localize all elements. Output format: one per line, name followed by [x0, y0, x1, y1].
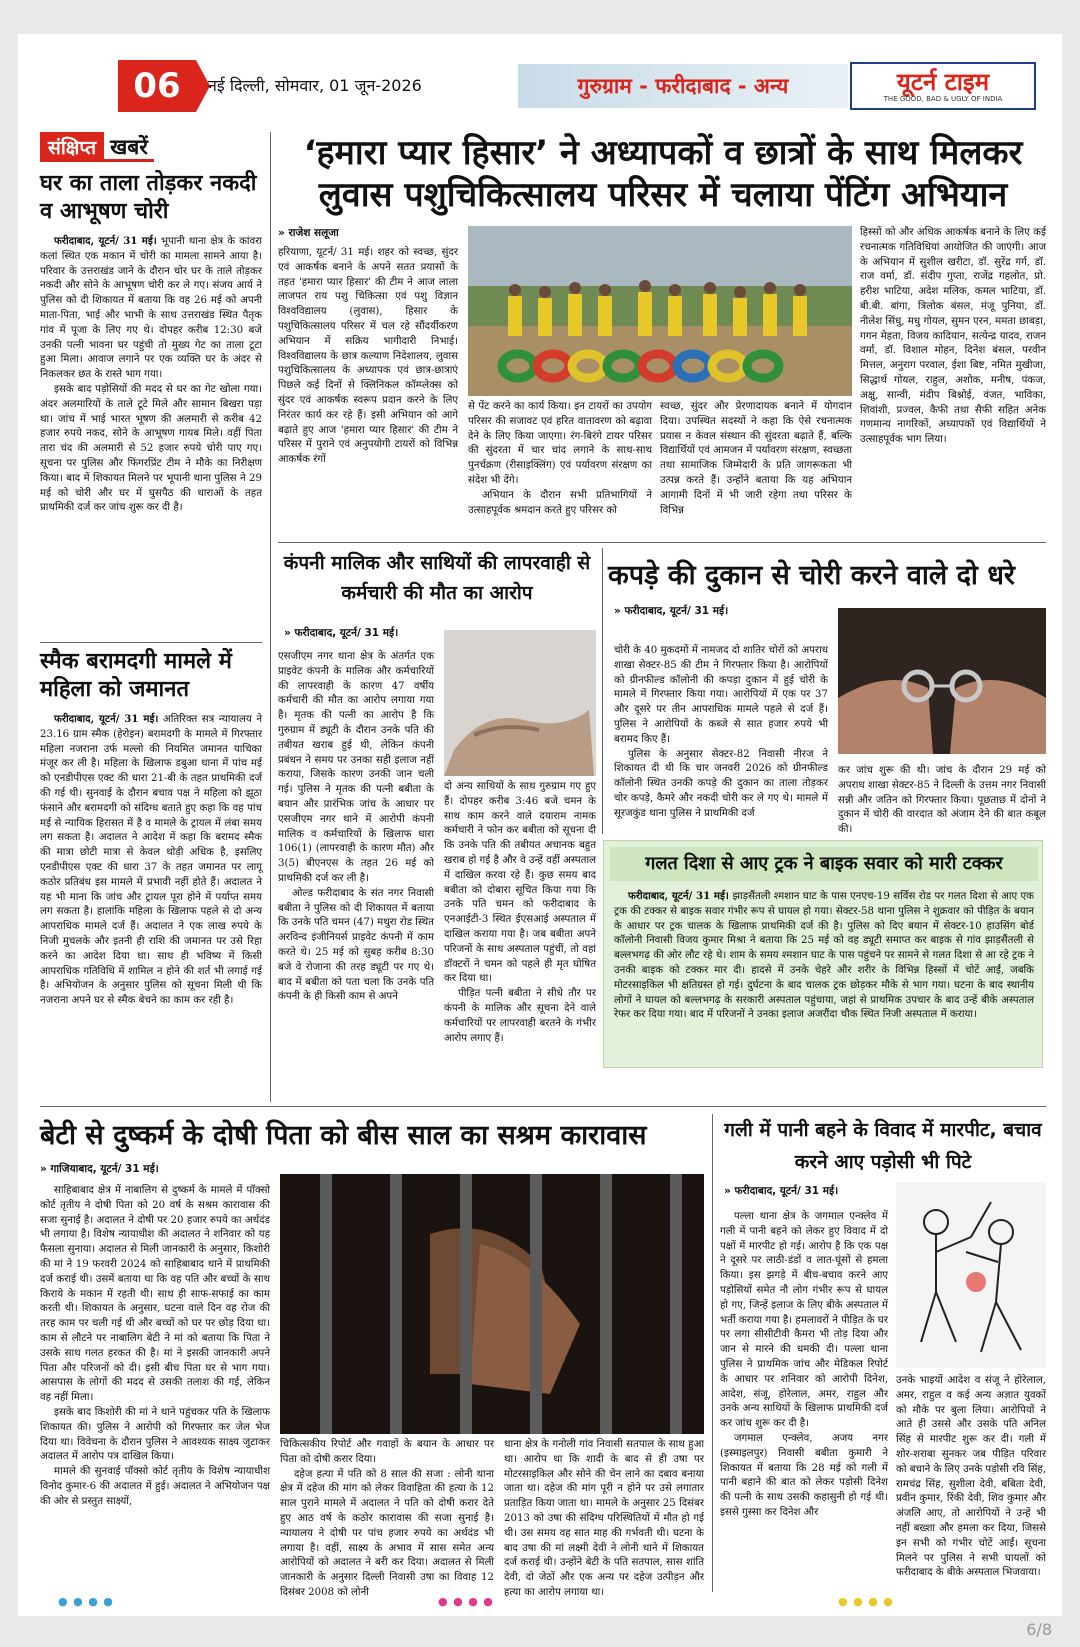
body-text: पल्ला थाना क्षेत्र के जगमाल एन्क्लेव में गली में पानी बहने को लेकर हुए विवाद में दो पक्षों में मारपीट हो गई। आरोप है कि एक पक्ष ने दूसरे पर लाठी-डंडों व लात-घूंसों से हमला किया। इस झगड़े में बीच-बचाव करने आए पड़ोसियों समेत नौ लोग गंभीर रूप से घायल हो गए, जिन्हें इलाज के लिए बीके अस्पताल में भर्ती कराया गया है। हमलावरों ने पीड़ित के घर पर लगा सीसीटीवी कैमरा भी तोड़ दिया और जान से मारने की धमकी दी। पल्ला थाना पुलिस ने प्राथमिक जांच और मेडिकल रिपोर्ट के आधार पर शनिवार को आरोपी दिनेश, आदेश, संजू, होरेलाल, अमर, राहुल और उनके अन्य साथियों के खिलाफ प्राथमिकी दर्ज कर जांच शुरू कर दी है।: [720, 1211, 888, 1430]
column-rule: [712, 1114, 713, 1592]
article-body: [40, 234, 262, 516]
body-text: अतिरिक्त सत्र न्यायालय ने 23.16 ग्राम स्मैक (हेरोइन) बरामदगी के मामले में गिरफ्तार महिला नजराना उर्फ मल्लो की नियमित जमानत याचिका मंजूर कर ली है। महिला के खिलाफ डबुआ थाना में पांच मई को एनडीपीएस एक्ट की धारा 21-बी के तहत प्राथमिकी दर्ज की गई थी। सुनवाई के दौरान बचाव पक्ष ने महिला को झूठा फंसाने और बरामदगी को संदिग्ध बताते हुए कहा कि वह पांच मई से न्यायिक हिरासत में है व मामले के ट्रायल में लंबा समय लग सकता है। अदालत ने आदेश में कहा कि बरामद स्मैक की मात्रा छोटी मात्रा से केवल थोड़ी अधिक है, इसलिए एनडीपीएस एक्ट की धारा 37 के तहत जमानत पर लागू कठोर प्रतिबंध इस मामले में प्रभावी नहीं होते हैं। अदालत ने यह भी माना कि जांच और ट्रायल पूरा होने में पर्याप्त समय लग सकता है। हालांकि महिला के खिलाफ पहले से दो अन्य आपराधिक मामले दर्ज हैं। अदालत ने एक लाख रुपये के निजी मुचलके और इतनी ही राशि की जमानत पर उसे रिहा करने का आदेश दिया था। साथ ही भविष्य में किसी आपराधिक गतिविधि में शामिल न होने की शर्त भी लगाई गई है। अभियोजन के अनुसार पुलिस को सूचना मिली थी कि नजराना अपने घर से स्मैक बेचने का काम कर रही है।: [40, 714, 263, 1007]
body-text: ओल्ड फरीदाबाद के संत नगर निवासी बबीता ने पुलिस को दी शिकायत में बताया कि उनके पति चमन (47) मथुरा रोड स्थित अरविन्द इंजीनियर्स प्राइवेट कंपनी में काम करते थे। 25 मई को सुबह करीब 8:30 बजे वे रोजाना की तरह ड्यूटी पर गए थे। बाद में बबीता को पता चला कि उनके पति कंपनी के ही किसी काम से अपने: [278, 887, 434, 1003]
body-text: हिस्सों को और अधिक आकर्षक बनाने के लिए कई रचनात्मक गतिविधियां आयोजित की जाएंगी। आज के अभियान में सुशील खरीटा, डॉ. सुरेंद्र गर्ग, डॉ. राज वर्मा, डॉ. संदीप गुप्ता, राजेंद्र गहलोत, प्रो. हरीश भाटिया, अदेश मलिक, कमल भाटिया, डॉ. बी.बी. बांगा, त्रिलोक बंसल, मंजू पुनिया, डॉ. नीलेश सिंधु, मधु गोयल, सुमन एरन, ममता छाबड़ा, गगन मेहता, विजय कादियान, सत्येन्द्र यादव, राजन वर्मा, डॉ. विशाल मोहन, दिनेश बंसल, परवीन मित्तल, अनुराग परवाल, ईशा बिष्ट, नमित मुखीजा, सिद्धार्थ गोयल, राहुल, अशोक, मनीष, पंकज, अक्षु, सान्वी, मंदीप बिश्नोई, वंजत, भाविका, शिवांशी, प्रज्वल, कैफी तथा सैफी सहित अनेक गणमान्य नागरिकों, अध्यापकों एवं विद्यार्थियों ने उत्साहपूर्वक भाग लिया।: [860, 227, 1046, 446]
dateline: फरीदाबाद, यूटर्न/ 31 मई।: [628, 890, 729, 902]
print-registration-marks: ● ● ● ●: [58, 1595, 114, 1608]
photo-fight-illustration: [896, 1182, 1046, 1368]
body-text: भूपानी थाना क्षेत्र के कांवरा कलां स्थित एक मकान में चोरी का मामला सामने आया है। परिवार के उत्तराखंड जाने के दौरान चोर घर के ताले तोड़कर नकदी और सोने के आभूषण चोरी कर ले गए। संजय आर्य ने पुलिस को दी शिकायत में बताया कि वह 26 मई को अपनी माता-पिता, भाई और भाभी के साथ उत्तराखंड स्थित पैतृक गांव में पूजा के लिए गए थे। दोपहर करीब 12:30 बजे उनकी पत्नी भावना घर पहुंची तो मुख्य गेट का ताला टूटा हुआ मिला। आवाज लगाने पर एक व्यक्ति घर के अंदर से निकलकर छत के रास्ते भाग गया।: [40, 236, 263, 381]
body-text-wrap: [40, 1465, 270, 1509]
body-text: जगमाल एन्क्लेव, अजय नगर (इस्माइलपुर) निवासी बबीता कुमारी ने शिकायत में बताया कि 28 मई को गली में पानी बहाने की बात को लेकर पड़ोसी दिनेश की पत्नी के साथ उसकी कहासुनी हो गई थी। इससे गुस्सा कर दिनेश और: [720, 1432, 888, 1518]
byline: » राजेश सलूजा: [278, 227, 339, 239]
divider: [40, 1106, 1046, 1107]
brief-story-theft: [40, 170, 262, 640]
daughter-headline-box: [40, 1114, 704, 1160]
column-rule: [602, 548, 603, 834]
lead-headline-box: [278, 132, 1048, 232]
page-count: 6/8: [1026, 1620, 1052, 1639]
newspaper-logo: [850, 62, 1036, 110]
body-text-wrap: [280, 1468, 494, 1601]
body-text: से पेंट करने का कार्य किया। इन टायरों का उपयोग परिसर की सजावट एवं हरित वातावरण को बढ़ावा देने के लिए किया जाएगा। रंग-बिरंगे टायर परिसर की सुंदरता में चार चांद लगाने के साथ-साथ पुनर्चक्रण (रीसाइक्लिंग) एवं पर्यावरण संरक्षण का संदेश भी देंगे।: [468, 401, 652, 486]
daughter-dateline: » गाजियाबाद, यूटर्न/ 31 मई।: [40, 1163, 159, 1175]
headline: कंपनी मालिक और साथियों की लापरवाही से कर्मचारी की मौत का आरोप: [283, 552, 591, 604]
body-text-wrap: [444, 987, 596, 1046]
body-text: चिकित्सकीय रिपोर्ट और गवाहों के बयान के आधार पर पिता को दोषी करार दिया।: [280, 1439, 494, 1465]
logo-tagline: THE GOOD, BAD & UGLY OF INDIA: [883, 95, 1003, 103]
headline: कपड़े की दुकान से चोरी करने वाले दो धरे: [608, 560, 1015, 591]
body-text-wrap: [720, 1432, 888, 1521]
body-text-wrap: [468, 489, 652, 519]
daughter-col-3: [504, 1438, 704, 1598]
prison-bars-illustration: [280, 1174, 704, 1434]
print-registration-marks: ● ● ● ●: [438, 1595, 494, 1608]
company-col-1: [278, 650, 434, 1102]
photo-hand: [444, 630, 596, 776]
headline: स्मैक बरामदगी मामले में महिला को जमानत: [40, 649, 232, 702]
water-col-1: [720, 1210, 888, 1592]
body-text-wrap: [40, 1184, 270, 1406]
body-text-wrap: [40, 1406, 270, 1465]
article-body: [40, 712, 262, 1009]
lead-col-1: [278, 220, 458, 532]
newspaper-page: [18, 34, 1062, 1616]
print-registration-marks: ● ● ● ●: [838, 1595, 894, 1608]
body-text: साहिबाबाद क्षेत्र में नाबालिग से दुष्कर्म के मामले में पॉक्सो कोर्ट तृतीय ने दोषी पिता को 20 वर्ष के सश्रम कारावास की सजा सुनाई है। अदालत ने दोषी पर 20 हजार रुपये का अर्थदंड भी लगाया है। विशेष न्यायाधीश की अदालत ने शनिवार को यह फैसला सुनाया। अदालत से मिली जानकारी के अनुसार, किशोरी की मां ने 19 फरवरी 2024 को साहिबाबाद थाने में प्राथमिकी दर्ज कराई थी। उसमें बताया था कि वह पति और बच्चों के साथ किराये के मकान में रहती थी। साथ ही साफ-सफाई का काम करती थी। शिकायत के अनुसार, घटना वाले दिन वह रोज की तरह काम पर चली गई थी और बच्चों को घर पर छोड़ दिया था। काम से लौटने पर नाबालिग बेटी ने मां को बताया कि पिता ने उसके साथ गलत हरकत की है। मां ने इसकी जानकारी अपने पिता और परिजनों को दी। इसी बीच पिता घर से भाग गया। आसपास के लोगों की मदद से उसकी तलाश की गई, लेकिन वह नहीं मिला।: [40, 1185, 270, 1404]
daughter-col-1: [40, 1184, 270, 1590]
clothes-col-1: [614, 644, 828, 836]
divider: [278, 542, 1046, 543]
column-rule: [270, 132, 271, 1102]
headline: बेटी से दुष्कर्म के दोषी पिता को बीस साल का सश्रम कारावास: [40, 1120, 647, 1151]
body-text: थाना क्षेत्र के गनोली गांव निवासी सतपाल के साथ हुआ था। आरोप था कि शादी के बाद से ही उषा पर मोटरसाइकिल और सोने की चेन लाने का दबाव बनाया जाता था। दहेज की मांग पूरी न होने पर उसे लगातार प्रताड़ित किया जाता था। मामले के अनुसार 25 दिसंबर 2013 को उषा की संदिग्ध परिस्थितियों में मौत हो गई थी। उस समय वह सात माह की गर्भवती थी। घटना के बाद उषा की मां लक्ष्मी देवी ने लोनी थाने में शिकायत दर्ज कराई थी। उन्होंने बेटी के पति सतपाल, सास शांति देवी, दो जेठों और एक अन्य पर दहेज उत्पीड़न और हत्या का आरोप लगाया था।: [504, 1439, 704, 1598]
headline: गली में पानी बहने के विवाद में मारपीट, बचाव करने आए पड़ोसी भी पिटे: [724, 1119, 1042, 1173]
body-text: एसजीएम नगर थाना क्षेत्र के अंतर्गत एक प्राइवेट कंपनी के मालिक और कर्मचारियों की लापरवाही के कारण 47 वर्षीय कर्मचारी की मौत का आरोप लगाया गया है। मृतक की पत्नी का आरोप है कि गुरुग्राम में ड्यूटी के दौरान उनके पति की तबीयत खराब हुई थी, लेकिन कंपनी प्रबंधन ने समय पर उनका सही इलाज नहीं कराया, जिसके कारण उनकी जान चली गई। पुलिस ने मृतक की पत्नी बबीता के बयान और प्रारंभिक जांच के आधार पर एसजीएम नगर थाने में आरोपी कंपनी मालिक व कर्मचारियों के खिलाफ धारा 106(1) (लापरवाही के कारण मौत) और 3(5) बीएनएस के तहत 26 मई को प्राथमिकी दर्ज कर ली है।: [278, 651, 434, 884]
brief-story-bail: [40, 648, 262, 1100]
lead-col-3: [660, 400, 852, 534]
truck-accident-box: [603, 840, 1043, 1068]
handcuffs-illustration: [838, 608, 1046, 754]
dateline: फरीदाबाद, यूटर्न/ 31 मई।: [294, 627, 399, 639]
body-text: पुलिस के अनुसार सेक्टर-82 निवासी नीरज ने शिकायत दी थी कि चार जनवरी 2026 को ग्रीनफील्ड कॉलोनी स्थित उनकी कपड़े की दुकान का ताला तोड़कर चोर कपड़े, कैमरे और नकदी चोरी कर ले गए थे। मामले में सूरजकुंड थाना पुलिस ने प्राथमिकी दर्ज: [614, 748, 828, 819]
divider: [40, 642, 262, 643]
article-body: [614, 889, 1034, 1023]
headline: घर का ताला तोड़कर नकदी व आभूषण चोरी: [40, 171, 257, 224]
water-headline-box: [720, 1114, 1046, 1184]
body-text: दो अन्य साथियों के साथ गुरुग्राम गए हुए हैं। दोपहर करीब 3:46 बजे चमन के साथ काम करने वाले दयाराम नामक कर्मचारी ने फोन कर बबीता को सूचना दी कि उनके पति की तबीयत अचानक बहुत खराब हो गई है और वे उन्हें वहीं अस्पताल में दाखिल करवा रहे हैं। कुछ समय बाद बबीता को दोबारा सूचित किया गया कि उनके पति चमन को फरीदाबाद के एनआईटी-3 स्थित ईएसआई अस्पताल में दाखिल कराया गया है। जब बबीता अपने परिजनों के साथ अस्पताल पहुंचीं, तो वहां डॉक्टरों ने चमन को पहले ही मृत घोषित कर दिया था।: [444, 781, 596, 985]
dateline: फरीदाबाद, यूटर्न/ 31 मई।: [624, 605, 729, 617]
clothes-dateline: » फरीदाबाद, यूटर्न/ 31 मई।: [614, 605, 729, 617]
lead-col-2: [468, 400, 652, 534]
photo-prison-bars: [280, 1174, 704, 1434]
company-col-2: [444, 780, 596, 1102]
masthead: [18, 60, 1062, 112]
clothes-col-2: [838, 764, 1046, 836]
photo-handcuffs: [838, 608, 1046, 754]
body-text: अभियान के दौरान सभी प्रतिभागियों ने उत्साहपूर्वक श्रमदान करते हुए परिसर को: [468, 489, 652, 516]
water-dateline: » फरीदाबाद, यूटर्न/ 31 मई।: [724, 1185, 839, 1197]
body-text: दहेज हत्या में पति को 8 साल की सजा : लोनी थाना क्षेत्र में दहेज की मांग को लेकर विवाहिता की हत्या के 12 साल पुराने मामले में अदालत ने पति को दोषी करार देते हुए आठ वर्ष के कठोर कारावास की सजा सुनाई है। न्यायालय ने दोषी पर पांच हजार रुपये का अर्थदंड भी लगाया है। वहीं, साक्ष्य के अभाव में सास समेत अन्य आरोपियों को अदालत ने बरी कर दिया। अदालत से मिली जानकारी के अनुसार दिल्ली निवासी उषा का विवाह 12 दिसंबर 2008 को लोनी: [280, 1468, 494, 1598]
clothes-headline-box: [608, 558, 1058, 602]
body-text: हरियाणा, यूटर्न/ 31 मई। शहर को स्वच्छ, सुंदर एवं आकर्षक बनाने के अपने सतत प्रयासों के तहत 'हमारा प्यार हिसार' की टीम ने आज लाला लाजपत राय पशु चिकित्सा एवं पशु विज्ञान विश्वविद्यालय (लुवास), हिसार के पशुचिकित्सालय परिसर में चल रहे सौंदर्यीकरण अभियान में सक्रिय भागीदारी निभाई। विश्वविद्यालय के छात्र कल्याण निदेशालय, लुवास पशुचिकित्सालय के अध्यापक एवं छात्र-छात्राएं पिछले कई दिनों से क्लिनिकल कॉम्प्लेक्स को सुंदर एवं आकर्षक स्वरूप प्रदान करने के लिए निरंतर कार्य कर रहे हैं। इसी अभियान को आगे बढ़ाते हुए आज 'हमारा प्यार हिसार' की टीम ने परिसर में पुराने एवं अनुपयोगी टायरों को विभिन्न आकर्षक रंगों: [278, 247, 458, 466]
issue-date: नई दिल्ली, सोमवार, 01 जून-2026: [208, 76, 422, 95]
group-photo-illustration: [468, 226, 852, 396]
body-text: पीड़ित पत्नी बबीता ने सीधे तौर पर कंपनी के मालिक और सूचना देने वाले कर्मचारियों पर लापरवाही बरतने के गंभीर आरोप लगाए हैं।: [444, 988, 596, 1044]
dateline: फरीदाबाद, यूटर्न/ 31 मई।: [54, 235, 157, 247]
body-text: स्वच्छ, सुंदर और प्रेरणादायक बनाने में योगदान दिया। उपस्थित सदस्यों ने कहा कि ऐसे रचनात्मक प्रयास न केवल संस्थान की सुंदरता बढ़ाते हैं, बल्कि विद्यार्थियों एवं आमजन में पर्यावरण संरक्षण, स्वच्छता तथा सामाजिक जिम्मेदारी के प्रति जागरूकता भी उत्पन्न करते हैं। उन्होंने बताया कि यह अभियान आगामी दिनों में भी जारी रहेगा तथा परिसर के विभिन्न: [660, 401, 852, 516]
truck-body: [614, 889, 1034, 1065]
brief-news-badge: [40, 132, 230, 162]
page-number: 06: [118, 60, 196, 112]
byline-name: राजेश सलूजा: [288, 227, 339, 239]
dateline: गाजियाबाद, यूटर्न/ 31 मई।: [50, 1163, 159, 1175]
body-text: झाड़सैंतली श्मशान घाट के पास एनएच-19 सर्विस रोड पर गलत दिशा से आए एक ट्रक की टक्कर से बाइक सवार गंभीर रूप से घायल हो गया। सेक्टर-58 थाना पुलिस ने शुक्रवार को पीड़ित के बयान के आधार पर ट्रक चालक के खिलाफ प्राथमिकी दर्ज की है। पुलिस को दिए बयान में सेक्टर-10 हाउसिंग बोर्ड कॉलोनी निवासी विजय कुमार मिश्रा ने बताया कि 25 मई को वह ड्यूटी समाप्त कर बाइक से गांव झाड़सैंतली से बल्लभगढ़ की ओर लौट रहे थे। शाम के समय श्मशान घाट के पास पहुंचने पर सामने से गलत दिशा से आ रहे ट्रक ने उनकी बाइक को टक्कर मार दी। हादसे में उनके चेहरे और शरीर के विभिन्न हिस्सों में चोटें आईं, जबकि मोटरसाइकिल भी क्षतिग्रस्त हो गई। दुर्घटना के बाद चालक ट्रक छोड़कर मौके से भाग गया। घटना के बाद स्थानीय लोगों ने घायल को बल्लभगढ़ के सरकारी अस्पताल पहुंचाया, जहां से प्राथमिक उपचार के बाद उन्हें बीके अस्पताल रेफर कर दिया गया। बाद में परिजनों ने उनका इलाज अजरौंदा चौक स्थित निजी अस्पताल में कराया।: [614, 891, 1034, 1021]
body-text-wrap: [614, 748, 828, 822]
body-text: उनके भाइयों आदेश व संजू ने होरेलाल, अमर, राहुल व कई अन्य अज्ञात युवकों को मौके पर बुला लिया। आरोपियों ने आते ही उससे और उसके पति अनिल सिंह से मारपीट शुरू कर दी। गली में शोर-शराबा सुनकर जब पीड़ित परिवार को बचाने के लिए उनके पड़ोसी रवि सिंह, रामचंद्र सिंह, सुशीला देवी, बबिता देवी, प्रवीन कुमार, रिंकी देवी, शिव कुमार और अंजलि आए, तो आरोपियों ने उन्हें भी नहीं बख्शा और हमला कर दिया, जिससे इन सभी को गंभीर चोटें आईं। सूचना मिलने पर पुलिस ने सभी घायलों को फरीदाबाद के बीके अस्पताल भिजवाया।: [896, 1375, 1046, 1579]
company-headline-box: [278, 548, 596, 626]
headline: गलत दिशा से आए ट्रक ने बाइक सवार को मारी टक्कर: [645, 853, 1003, 874]
body-text-wrap: [278, 887, 434, 1005]
body-text: कर जांच शुरू की थी। जांच के दौरान 29 मई को अपराध शाखा सेक्टर-85 ने दिल्ली के उत्तम नगर निवासी सन्नी और जतिन को गिरफ्तार किया। पूछताछ में दोनों ने दुकान में चोरी की वारदात को अंजाम देने की बात कबूल की।: [838, 765, 1046, 836]
body-text: इसके बाद किशोरी की मां ने थाने पहुंचकर पति के खिलाफ शिकायत की। पुलिस ने आरोपी को गिरफ्तार कर जेल भेज दिया था। विवेचना के दौरान पुलिस ने आवश्यक साक्ष्य जुटाकर अदालत में आरोप पत्र दाखिल किया।: [40, 1406, 270, 1463]
truck-headline-box: [610, 847, 1038, 881]
logo-text: यूटर्न टाइम: [896, 68, 990, 96]
hand-illustration: [444, 630, 596, 776]
badge-part-a: संक्षिप्त: [40, 132, 104, 162]
lead-headline: ‘हमारा प्यार हिसार’ ने अध्यापकों व छात्रों के साथ मिलकर लुवास पशुचिकित्सालय परिसर में चलाया पेंटिंग अभियान: [303, 133, 1023, 215]
daughter-col-2: [280, 1438, 494, 1598]
body-text: मामले की सुनवाई पॉक्सो कोर्ट तृतीय के विशेष न्यायाधीश विनोद कुमार-6 की अदालत में हुई। अदालत ने अभियोजन पक्ष की ओर से प्रस्तुत साक्ष्यों,: [40, 1466, 270, 1507]
body-text-wrap: [720, 1210, 888, 1432]
section-title: गुरुग्राम - फरीदाबाद - अन्य: [518, 64, 848, 108]
company-dateline: » फरीदाबाद, यूटर्न/ 31 मई।: [284, 627, 399, 639]
photo-painting-campaign: [468, 226, 852, 396]
body-text: इसके बाद पड़ोसियों की मदद से घर का गेट खोला गया। अंदर अलमारियों के ताले टूटे मिले और सामान बिखरा पड़ा था। जांच में भाई भारत भूषण की अलमारी से करीब 42 हजार रुपये नकद, सोने के आभूषण गायब मिले। वहीं पिता तारा चंद की अलमारी से 52 हजार रुपये चोरी पाए गए। सूचना पर पुलिस और फिंगरप्रिंट टीम ने मौके का निरीक्षण किया। बाद में शिकायत मिलने पर भूपानी थाना पुलिस ने 29 मई को चोरी और घर में घुसपैठ की धाराओं के तहत प्राथमिकी दर्ज कर जांच शुरू कर दी है।: [40, 383, 262, 514]
dateline: फरीदाबाद, यूटर्न/ 31 मई।: [734, 1185, 839, 1197]
fight-sketch-illustration: [896, 1182, 1046, 1368]
body-text: चोरी के 40 मुकदमों में नामजद दो शातिर चोरों को अपराध शाखा सेक्टर-85 की टीम ने गिरफ्तार किया है। आरोपियों को ग्रीनफील्ड कॉलोनी की कपड़ा दुकान में हुई चोरी के मामले में गिरफ्तार किया गया। आरोपियों में एक पर 37 और दूसरे पर तीन आपराधिक मामले पहले से दर्ज हैं। पुलिस ने आरोपियों के कब्जे से सात हजार रुपये भी बरामद किए हैं।: [614, 645, 828, 745]
badge-part-b: खबरें: [104, 132, 154, 162]
dateline: फरीदाबाद, यूटर्न/ 31 मई।: [54, 713, 159, 725]
lead-col-4: [860, 226, 1046, 532]
water-col-2: [896, 1374, 1046, 1592]
